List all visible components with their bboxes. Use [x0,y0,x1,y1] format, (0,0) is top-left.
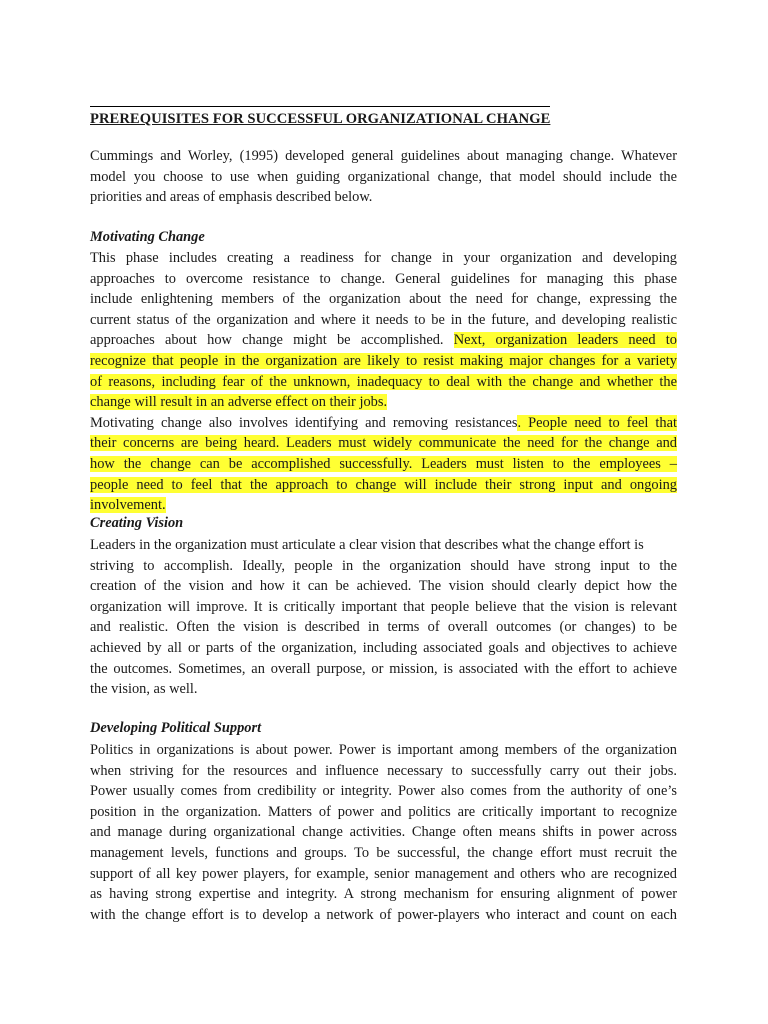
text-line: achieved by all or parts of the organization, including associated goals and objectives to achieve [90,639,677,656]
heading-creating-vision: Creating Vision [90,515,184,531]
text-line [90,433,677,454]
vision-paragraph [90,535,677,700]
text-line: the vision, as well. [90,681,198,698]
highlighted-text: involvement. [90,497,166,514]
text-line: as having strong expertise and integrity. A strong mechanism for ensuring alignment of power [90,886,677,903]
text-line: Power usually comes from credibility or integrity. Power also comes from the authority of one’s [90,783,677,800]
text-line: approaches to overcome resistance to change. General guidelines for managing this phase [90,270,677,287]
text-line: and realistic. Often the vision is described in terms of overall outcomes (or changes) to be [90,619,677,636]
text-line: position in the organization. Matters of power and politics are critically important to recognize [90,803,677,820]
political-paragraph [90,740,677,925]
text-line: striving to accomplish. Ideally, people in the organization should have strong input to the [90,557,677,574]
plain-text: approaches about how change might be accomplished. [90,332,454,349]
text-line [90,413,677,434]
highlighted-text: . People need to feel that [517,414,677,431]
text-line [90,372,677,393]
text-line [90,351,677,372]
text-line: when striving for the resources and influence necessary to successfully carry out their jobs. [90,762,677,779]
heading-motivating-change: Motivating Change [90,229,205,245]
intro-line: priorities and areas of emphasis described below. [90,189,373,206]
highlighted-text: how the change can be accomplished successfully. Leaders must listen to the employees – [90,455,677,472]
text-line: Politics in organizations is about power. Power is important among members of the organization [90,742,677,758]
highlighted-text: people need to feel that the approach to change will include their strong input and ongoing [90,476,677,493]
text-line: and manage during organizational change activities. Change often means shifts in power across [90,824,677,841]
text-line [90,330,677,351]
text-line: current status of the organization and where it needs to be in the future, and developing realistic [90,311,677,328]
plain-text: Motivating change also involves identifying and removing resistances [90,414,518,431]
intro-line: model you choose to use when guiding organizational change, that model should include the [90,168,677,185]
highlighted-text: Next, organization leaders need to [453,332,678,349]
highlighted-text: of reasons, including fear of the unknown, inadequacy to deal with the change and whether the [90,373,677,390]
intro-line: Cummings and Worley, (1995) developed general guidelines about managing change. Whatever [90,148,677,164]
text-line [90,495,677,516]
highlighted-text: recognize that people in the organization are likely to resist making major changes for a variety [90,352,677,369]
highlighted-text: their concerns are being heard. Leaders must widely communicate the need for the change and [90,435,677,452]
text-line: include enlightening members of the organization about the need for change, expressing the [90,291,677,308]
text-line [90,475,677,496]
text-line: Leaders in the organization must articulate a clear vision that describes what the change effort is [90,537,644,553]
text-line: management levels, functions and groups. To be successful, the change effort must recruit the [90,844,677,861]
text-line: This phase includes creating a readiness for change in your organization and developing [90,250,677,266]
heading-political-support: Developing Political Support [90,720,262,736]
highlighted-text: change will result in an adverse effect on their jobs. [90,394,388,411]
text-line: the outcomes. Sometimes, an overall purpose, or mission, is associated with the effort to achieve [90,660,677,677]
text-line: support of all key power players, for example, senior management and others who are recognized [90,865,677,882]
text-line [90,392,677,413]
text-line: creation of the vision and how it can be achieved. The vision should clearly depict how the [90,578,677,595]
intro-paragraph [90,146,677,208]
text-line: organization will improve. It is critically important that people believe that the vision is relevant [90,598,677,615]
motivating-paragraph [90,248,677,516]
document-title: PREREQUISITES FOR SUCCESSFUL ORGANIZATIONAL CHANGE [90,111,551,127]
title-rule [90,106,550,107]
text-line [90,454,677,475]
text-line: with the change effort is to develop a network of power-players who interact and count on each [90,906,677,923]
